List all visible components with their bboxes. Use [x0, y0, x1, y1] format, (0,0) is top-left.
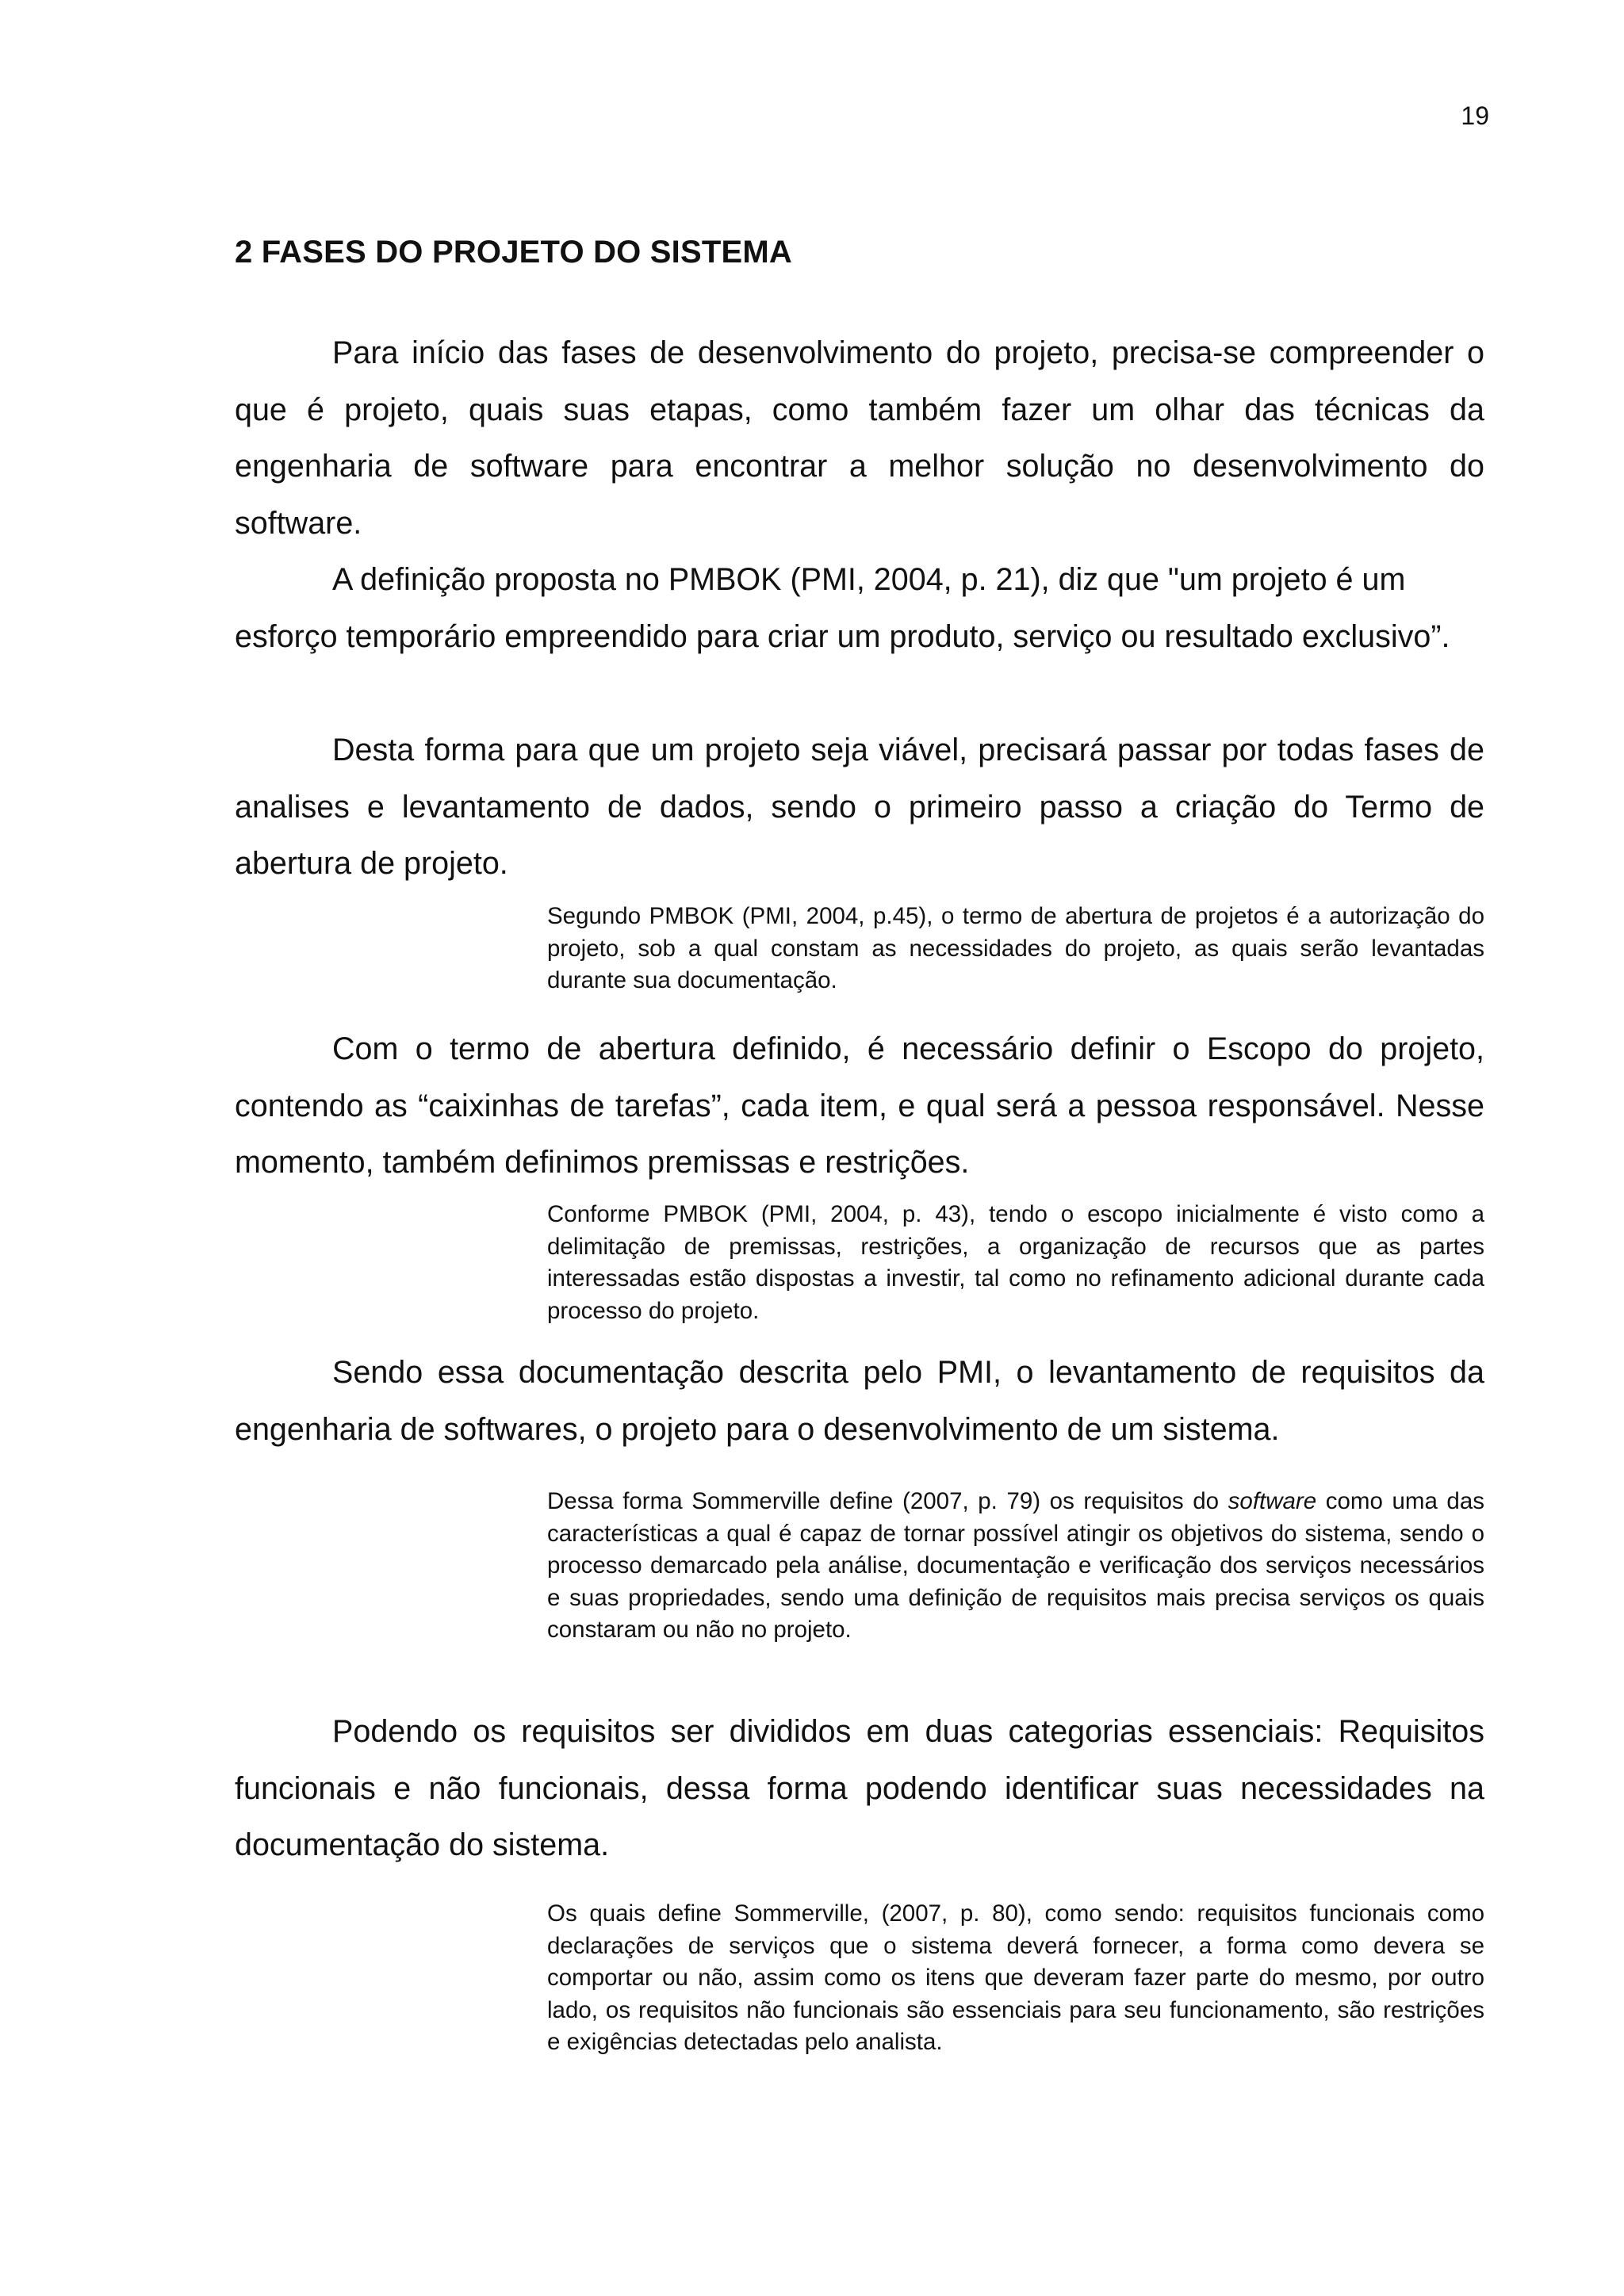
paragraph-pmbok-definition: A definição proposta no PMBOK (PMI, 2004, p. 21), diz que "um projeto é um esforço temporário empreendido para criar um produto, serviço ou resultado exclusivo”.	[235, 562, 1450, 654]
block-quote-project-charter: Segundo PMBOK (PMI, 2004, p.45), o termo de abertura de projetos é a autorização do projeto, sob a qual constam as necessidades do projeto, as quais serão levantadas durante sua documentação.	[547, 903, 1484, 993]
quote-italic-term: software	[1228, 1488, 1317, 1514]
paragraph-project-viability: Desta forma para que um projeto seja viável, precisará passar por todas fases de analises e levantamento de dados, sendo o primeiro passo a criação do Termo de abertura de projeto.	[235, 733, 1484, 881]
block-quote-sommerville-requirements	[547, 1486, 1484, 1647]
quote-text-end: como uma das características a qual é capaz de tornar possível atingir os objetivos do sistema, sendo o processo demarcado pela análise, documentação e verificação dos serviços necessários e suas propriedades, sendo uma definição de requisitos mais precisa serviços os quais constaram ou não no projeto.	[547, 1488, 1484, 1643]
paragraph-requirement-categories: Podendo os requisitos ser divididos em duas categorias essenciais: Requisitos funcionais e não funcionais, dessa forma podendo identificar suas necessidades na documentação do sistema.	[235, 1714, 1484, 1862]
block-quote-functional-requirements: Os quais define Sommerville, (2007, p. 80), como sendo: requisitos funcionais como declarações de serviços que o sistema deverá fornecer, a forma como devera se comportar ou não, assim como os itens que deveram fazer parte do mesmo, por outro lado, os requisitos não funcionais são essenciais para seu funcionamento, são restrições e exigências detectadas pelo analista.	[547, 1900, 1484, 2055]
chapter-title: 2 FASES DO PROJETO DO SISTEMA	[235, 235, 792, 270]
block-quote-scope-definition: Conforme PMBOK (PMI, 2004, p. 43), tendo o escopo inicialmente é visto como a delimitação de premissas, restrições, a organização de recursos que as partes interessadas estão dispostas a investir, tal como no refinamento adicional durante cada processo do projeto.	[547, 1201, 1484, 1324]
paragraph-project-scope: Com o termo de abertura definido, é necessário definir o Escopo do projeto, contendo as “caixinhas de tarefas”, cada item, e qual será a pessoa responsável. Nesse momento, também definimos premissas e restrições.	[235, 1031, 1484, 1180]
quote-text-start: Dessa forma Sommerville define (2007, p. 79) os requisitos do	[547, 1488, 1228, 1514]
page-number: 19	[1461, 101, 1489, 130]
paragraph-requirements-survey: Sendo essa documentação descrita pelo PMI, o levantamento de requisitos da engenharia de softwares, o projeto para o desenvolvimento de um sistema.	[235, 1355, 1484, 1447]
paragraph-intro: Para início das fases de desenvolvimento do projeto, precisa-se compreender o que é projeto, quais suas etapas, como também fazer um olhar das técnicas da engenharia de software para encontrar a melhor solução no desenvolvimento do software.	[235, 335, 1484, 541]
